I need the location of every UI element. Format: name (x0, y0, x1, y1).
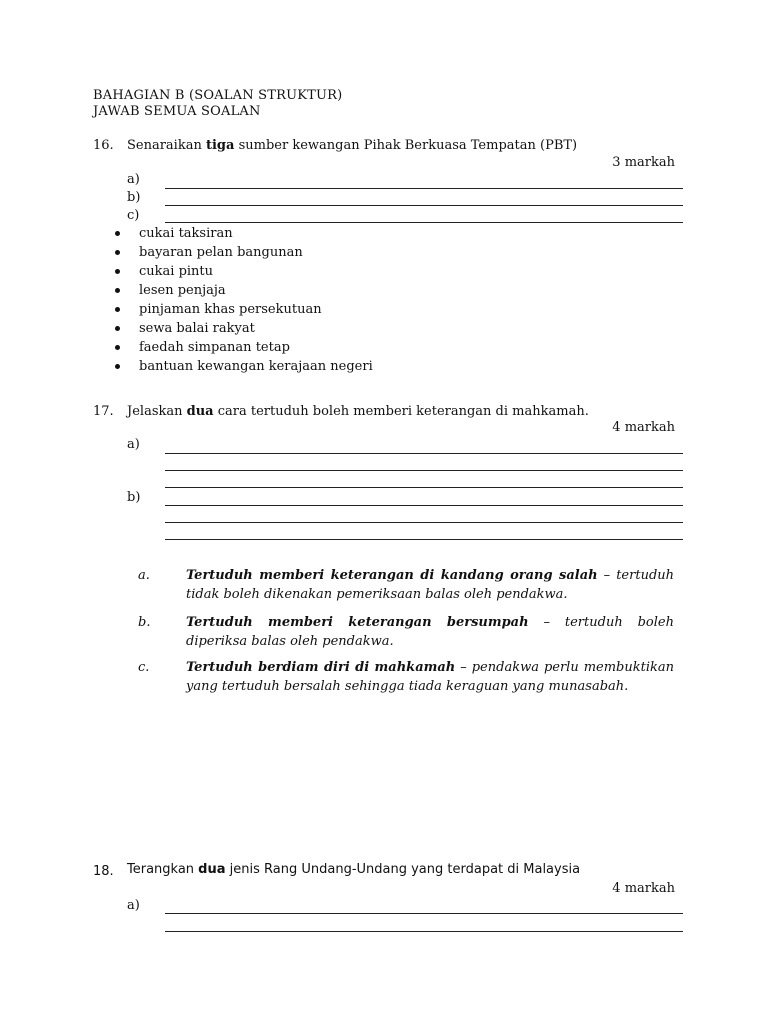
list-item: faedah simpanan tetap (113, 338, 373, 357)
bullet-icon (115, 364, 120, 369)
answer-label-a: a) (127, 172, 140, 187)
section-title: BAHAGIAN B (SOALAN STRUKTUR) (93, 88, 343, 103)
answer-label-b: b) (127, 490, 141, 505)
question-16-text: Senaraikan tiga sumber kewangan Pihak Berkuasa Tempatan (PBT) (127, 138, 578, 153)
question-17-text: Jelaskan dua cara tertuduh boleh memberi keterangan di mahkamah. (127, 404, 589, 419)
answer-label-a: a) (127, 898, 140, 913)
bullet-icon (115, 231, 120, 236)
list-item: bayaran pelan bangunan (113, 243, 373, 262)
answer-line (165, 470, 683, 471)
answer-line (165, 205, 683, 206)
answer-line (165, 522, 683, 523)
question-17-number: 17. (93, 404, 114, 419)
list-item: pinjaman khas persekutuan (113, 300, 373, 319)
answer-line (165, 539, 683, 540)
bullet-icon (115, 307, 120, 312)
question-18-number: 18. (93, 864, 114, 879)
question-16-number: 16. (93, 138, 114, 153)
question-16-marks: 3 markah (612, 155, 675, 170)
answer-line (165, 931, 683, 932)
answer-line (165, 913, 683, 914)
list-item: cukai taksiran (113, 224, 373, 243)
answer-letter: b. (138, 615, 151, 630)
answer-line (165, 453, 683, 454)
answer-list (113, 224, 373, 376)
answer-letter: c. (138, 660, 150, 675)
question-18-text: Terangkan dua jenis Rang Undang-Undang yang terdapat di Malaysia (127, 862, 581, 877)
bullet-icon (115, 326, 120, 331)
question-18-marks: 4 markah (612, 881, 675, 896)
answer-paragraph-b: b. Tertuduh memberi keterangan bersumpah – tertuduh boleh diperiksa balas oleh pendakwa. (138, 615, 674, 649)
list-item: lesen penjaja (113, 281, 373, 300)
answer-line (165, 222, 683, 223)
list-item: cukai pintu (113, 262, 373, 281)
answer-label-a: a) (127, 437, 140, 452)
answer-line (165, 487, 683, 488)
section-instruction: JAWAB SEMUA SOALAN (93, 104, 261, 119)
answer-label-b: b) (127, 190, 141, 205)
answer-paragraph-c: c. Tertuduh berdiam diri di mahkamah – pendakwa perlu membuktikan yang tertuduh bersalah sehingga tiada keraguan yang munasabah. (138, 660, 674, 694)
bullet-icon (115, 345, 120, 350)
bullet-icon (115, 288, 120, 293)
list-item: bantuan kewangan kerajaan negeri (113, 357, 373, 376)
answer-line (165, 505, 683, 506)
answer-label-c: c) (127, 208, 140, 223)
answer-line (165, 188, 683, 189)
question-17-marks: 4 markah (612, 420, 675, 435)
bullet-icon (115, 250, 120, 255)
bullet-icon (115, 269, 120, 274)
list-item: sewa balai rakyat (113, 319, 373, 338)
answer-paragraph-a: a. Tertuduh memberi keterangan di kandang orang salah – tertuduh tidak boleh dikenakan pemeriksaan balas oleh pendakwa. (138, 568, 675, 602)
answer-letter: a. (138, 568, 150, 583)
